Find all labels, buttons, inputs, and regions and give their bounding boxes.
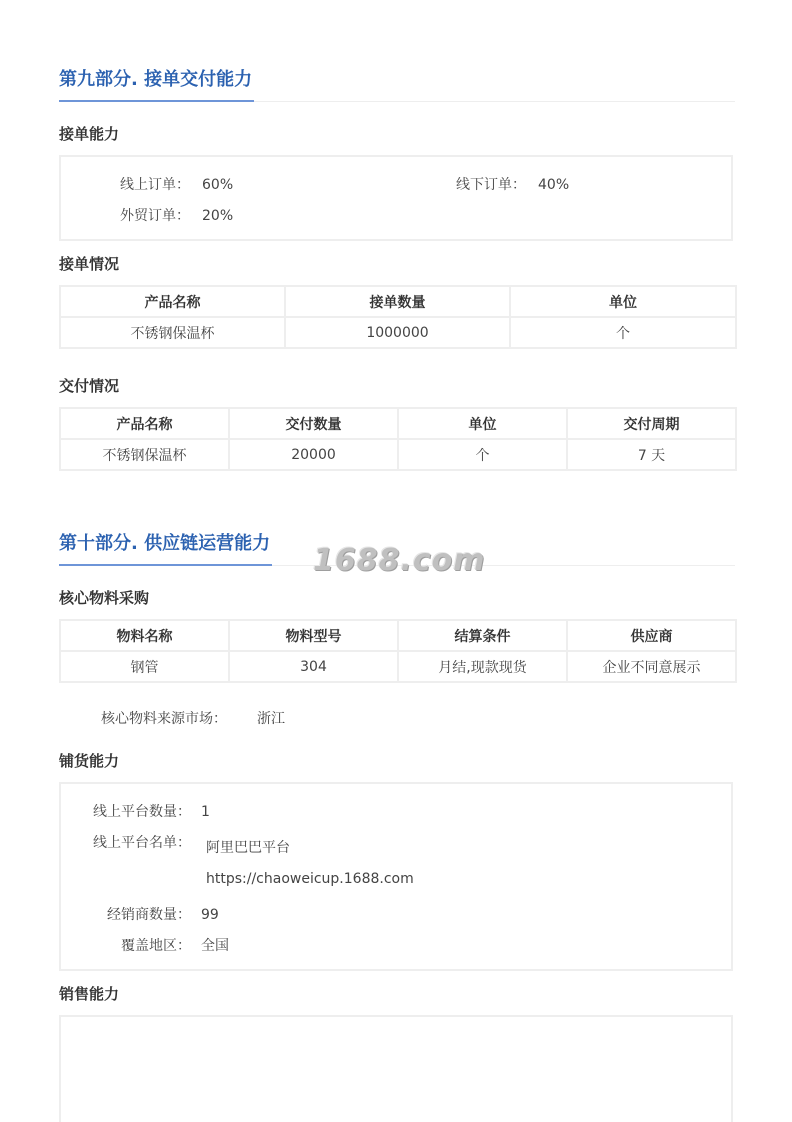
- watermark-1688: 1688.com: [313, 543, 486, 578]
- column-header: 单位: [510, 286, 736, 317]
- offline-order-row: [456, 176, 569, 194]
- offline-order-label: 线下订单：: [456, 177, 526, 193]
- table-cell: 月结,现款现货: [398, 651, 567, 682]
- dealer-count-value: 99: [201, 907, 219, 923]
- platform-count-value: 1: [201, 804, 210, 820]
- online-order-label: 线上订单：: [120, 177, 190, 193]
- table-cell: 不锈钢保温杯: [60, 317, 285, 348]
- delivery-status-table: [59, 407, 737, 471]
- table-row: [60, 317, 736, 348]
- table-cell: 20000: [229, 439, 398, 470]
- table-cell: 钢管: [60, 651, 229, 682]
- dealer-count-label: 经销商数量：: [107, 907, 191, 923]
- source-market-label: 核心物料来源市场：: [101, 711, 227, 727]
- foreign-order-value: 20%: [202, 208, 234, 224]
- column-header: 物料型号: [229, 620, 398, 651]
- table-header-row: [60, 620, 736, 651]
- section9-title: 第九部分. 接单交付能力: [59, 69, 735, 102]
- table-cell: 7 天: [567, 439, 736, 470]
- column-header: 交付周期: [567, 408, 736, 439]
- column-header: 结算条件: [398, 620, 567, 651]
- table-header-row: [60, 408, 736, 439]
- table-cell: 304: [229, 651, 398, 682]
- sales-box: [59, 1015, 733, 1122]
- coverage-label: 覆盖地区：: [121, 938, 191, 954]
- column-header: 交付数量: [229, 408, 398, 439]
- column-header: 物料名称: [60, 620, 229, 651]
- table-row: [60, 439, 736, 470]
- table-cell: 企业不同意展示: [567, 651, 736, 682]
- platform-count-label: 线上平台数量：: [93, 804, 191, 820]
- source-market-value: 浙江: [257, 711, 285, 727]
- delivery-status-title: 交付情况: [59, 377, 120, 395]
- coverage-value: 全国: [201, 938, 229, 954]
- table-cell: 个: [510, 317, 736, 348]
- foreign-order-row: [120, 207, 233, 225]
- distribution-title: 铺货能力: [59, 752, 120, 770]
- foreign-order-label: 外贸订单：: [120, 208, 190, 224]
- platform-url: https://chaoweicup.1688.com: [206, 871, 414, 887]
- platform-list-label: 线上平台名单：: [93, 835, 191, 851]
- order-ability-title: 接单能力: [59, 125, 120, 143]
- table-cell: 个: [398, 439, 567, 470]
- platform-name: 阿里巴巴平台: [206, 840, 290, 856]
- sales-title: 销售能力: [59, 985, 120, 1003]
- order-ability-box: [59, 155, 733, 241]
- online-order-value: 60%: [202, 177, 234, 193]
- column-header: 产品名称: [60, 286, 285, 317]
- order-status-title: 接单情况: [59, 255, 120, 273]
- table-header-row: [60, 286, 736, 317]
- column-header: 接单数量: [285, 286, 510, 317]
- distribution-box: [59, 782, 733, 971]
- order-status-table: [59, 285, 737, 349]
- table-row: [60, 651, 736, 682]
- table-cell: 1000000: [285, 317, 510, 348]
- column-header: 供应商: [567, 620, 736, 651]
- procurement-table: [59, 619, 737, 683]
- table-cell: 不锈钢保温杯: [60, 439, 229, 470]
- procurement-title: 核心物料采购: [59, 589, 150, 607]
- column-header: 单位: [398, 408, 567, 439]
- section10-title: 第十部分. 供应链运营能力: [59, 533, 735, 566]
- column-header: 产品名称: [60, 408, 229, 439]
- offline-order-value: 40%: [538, 177, 570, 193]
- online-order-row: [120, 176, 233, 194]
